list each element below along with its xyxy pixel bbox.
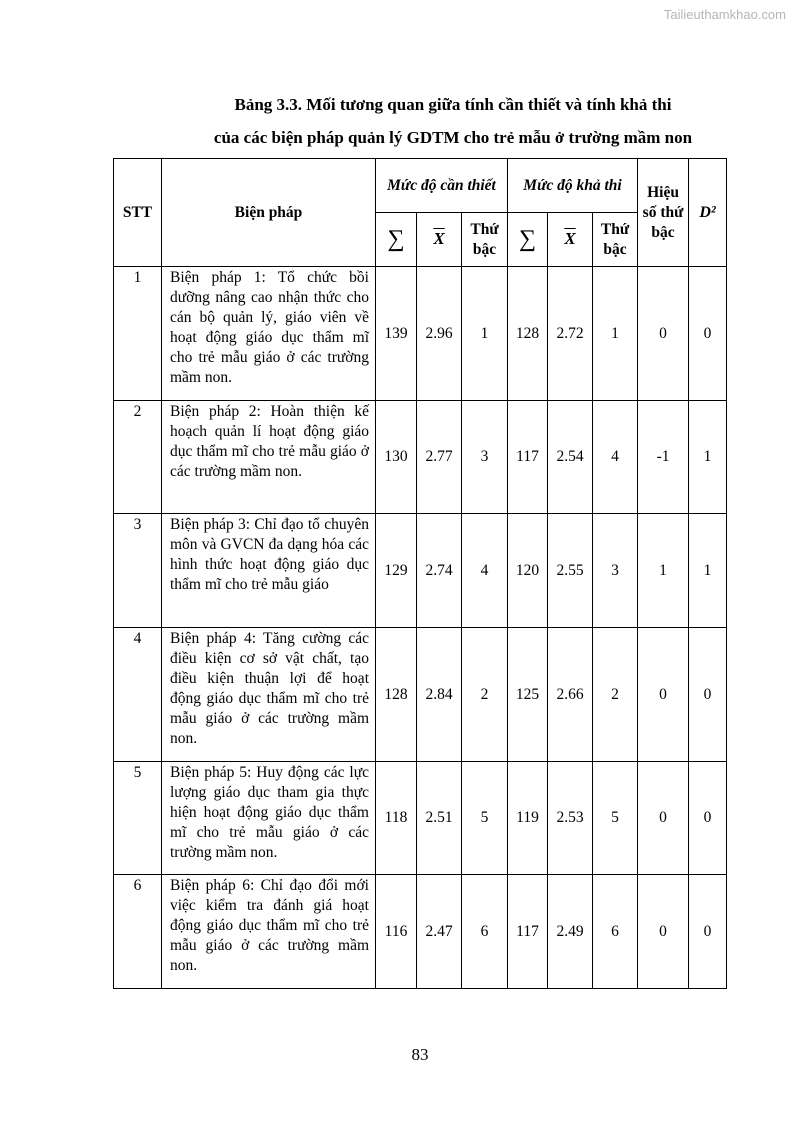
cell-d2: 0 (689, 628, 727, 762)
cell-stt: 4 (114, 628, 162, 762)
cell-n-mean: 2.74 (417, 514, 462, 628)
sigma-icon: ∑ (387, 226, 405, 252)
cell-f-sum: 125 (508, 628, 548, 762)
cell-f-rank: 3 (593, 514, 638, 628)
cell-diff: -1 (638, 401, 689, 514)
cell-n-mean: 2.77 (417, 401, 462, 514)
cell-n-sum: 130 (376, 401, 417, 514)
table-row (114, 514, 727, 628)
header-necessity-sum (376, 213, 417, 267)
header-necessity-rank: Thứ bậc (462, 213, 508, 267)
cell-n-mean: 2.47 (417, 875, 462, 989)
cell-n-mean: 2.51 (417, 762, 462, 875)
cell-n-sum: 116 (376, 875, 417, 989)
cell-measure: Biện pháp 1: Tổ chức bồi dưỡng nâng cao nhận thức cho cán bộ quản lý, giáo viên về hoạt động giáo dục thẩm mĩ cho trẻ mẫu giáo ở các trường mầm non. (162, 267, 376, 401)
cell-f-rank: 4 (593, 401, 638, 514)
correlation-table (113, 158, 727, 989)
cell-n-rank: 5 (462, 762, 508, 875)
cell-d2: 1 (689, 401, 727, 514)
sigma-icon: ∑ (518, 226, 537, 252)
cell-measure: Biện pháp 2: Hoàn thiện kế hoạch quản lí hoạt động giáo dục thẩm mĩ cho trẻ mẫu giáo ở các trường mầm non. (162, 401, 376, 514)
cell-f-sum: 128 (508, 267, 548, 401)
header-feasibility: Mức độ khả thi (508, 159, 638, 213)
table-body (114, 267, 727, 989)
cell-d2: 1 (689, 514, 727, 628)
cell-diff: 1 (638, 514, 689, 628)
cell-n-rank: 1 (462, 267, 508, 401)
header-measure: Biện pháp (162, 159, 376, 267)
mean-symbol: $\overline{X}$ (433, 229, 445, 248)
header-feasibility-mean (548, 213, 593, 267)
cell-f-mean: 2.54 (548, 401, 593, 514)
cell-stt: 5 (114, 762, 162, 875)
cell-f-sum: 120 (508, 514, 548, 628)
cell-f-rank: 2 (593, 628, 638, 762)
cell-f-mean: 2.53 (548, 762, 593, 875)
mean-symbol: $\overline{X}$ (564, 229, 576, 248)
cell-n-sum: 118 (376, 762, 417, 875)
cell-stt: 6 (114, 875, 162, 989)
cell-n-rank: 2 (462, 628, 508, 762)
cell-diff: 0 (638, 628, 689, 762)
header-d2 (689, 159, 727, 267)
cell-f-mean: 2.66 (548, 628, 593, 762)
table-row (114, 762, 727, 875)
cell-f-rank: 6 (593, 875, 638, 989)
cell-stt: 1 (114, 267, 162, 401)
cell-d2: 0 (689, 267, 727, 401)
cell-diff: 0 (638, 762, 689, 875)
cell-n-rank: 3 (462, 401, 508, 514)
cell-stt: 2 (114, 401, 162, 514)
cell-n-mean: 2.96 (417, 267, 462, 401)
watermark: Tailieuthamkhao.com (663, 7, 786, 22)
cell-n-rank: 6 (462, 875, 508, 989)
d2-symbol: D² (699, 203, 716, 221)
cell-measure: Biện pháp 5: Huy động các lực lượng giáo dục tham gia thực hiện hoạt động giáo dục thẩm mĩ cho trẻ mẫu giáo ở các trường mầm non. (162, 762, 376, 875)
cell-f-mean: 2.72 (548, 267, 593, 401)
cell-f-mean: 2.55 (548, 514, 593, 628)
table-row (114, 875, 727, 989)
cell-d2: 0 (689, 762, 727, 875)
cell-f-rank: 5 (593, 762, 638, 875)
cell-n-sum: 128 (376, 628, 417, 762)
header-feasibility-sum (508, 213, 548, 267)
header-necessity: Mức độ cần thiết (376, 159, 508, 213)
cell-measure: Biện pháp 4: Tăng cường các điều kiện cơ sở vật chất, tạo điều kiện thuận lợi để hoạt động giáo dục thẩm mĩ cho trẻ mẫu giáo ở các trường mầm non. (162, 628, 376, 762)
cell-measure: Biện pháp 3: Chỉ đạo tổ chuyên môn và GVCN đa dạng hóa các hình thức hoạt động giáo dục thẩm mĩ cho trẻ mẫu giáo (162, 514, 376, 628)
table-title-line2: của các biện pháp quản lý GDTM cho trẻ mẫu ở trường mầm non (213, 128, 693, 147)
cell-diff: 0 (638, 267, 689, 401)
header-rank-diff: Hiệu số thứ bậc (638, 159, 689, 267)
header-stt: STT (114, 159, 162, 267)
header-feasibility-rank: Thứ bậc (593, 213, 638, 267)
cell-f-sum: 117 (508, 875, 548, 989)
table-row (114, 628, 727, 762)
table-row (114, 267, 727, 401)
cell-f-rank: 1 (593, 267, 638, 401)
cell-d2: 0 (689, 875, 727, 989)
table-row (114, 401, 727, 514)
table-title-line1: Bảng 3.3. Mối tương quan giữa tính cần thiết và tính khả thi (234, 95, 672, 114)
cell-n-rank: 4 (462, 514, 508, 628)
cell-n-sum: 139 (376, 267, 417, 401)
cell-measure: Biện pháp 6: Chỉ đạo đổi mới việc kiểm tra đánh giá hoạt động giáo dục thẩm mĩ cho trẻ mẫu giáo ở các trường mầm non. (162, 875, 376, 989)
page-number: 83 (411, 1045, 429, 1064)
cell-f-mean: 2.49 (548, 875, 593, 989)
cell-stt: 3 (114, 514, 162, 628)
header-necessity-mean (417, 213, 462, 267)
cell-diff: 0 (638, 875, 689, 989)
cell-f-sum: 119 (508, 762, 548, 875)
cell-n-sum: 129 (376, 514, 417, 628)
cell-f-sum: 117 (508, 401, 548, 514)
cell-n-mean: 2.84 (417, 628, 462, 762)
